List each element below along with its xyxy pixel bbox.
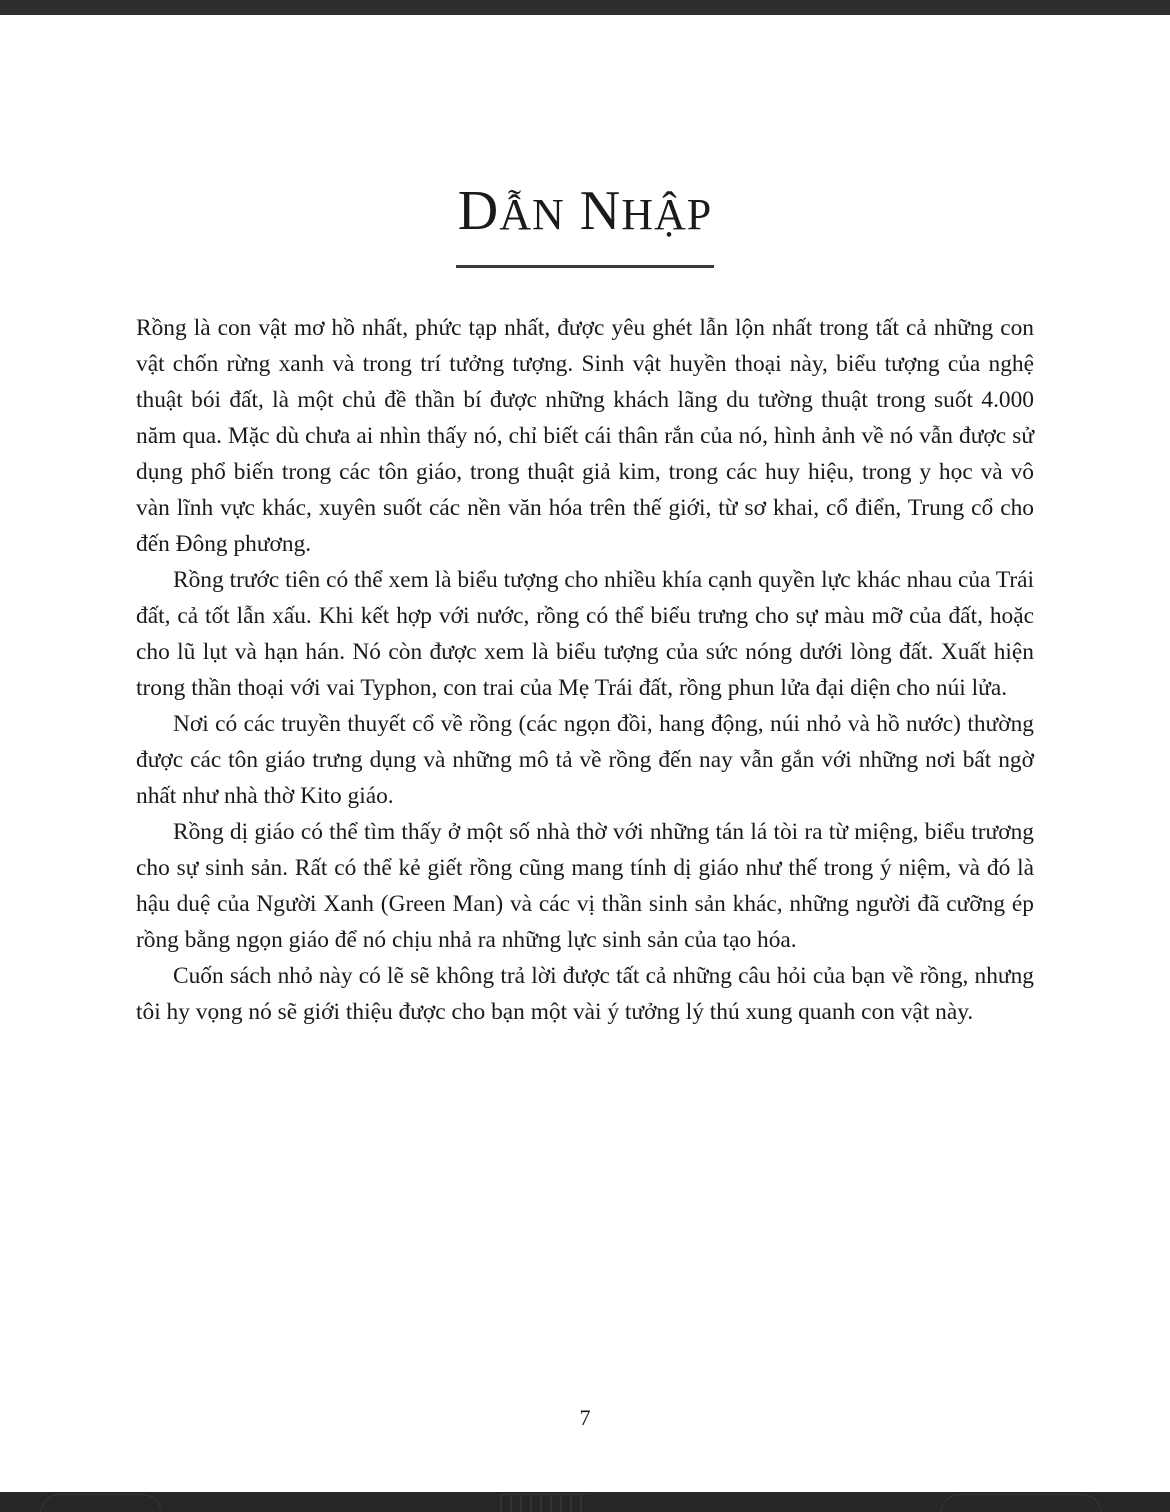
title-rest-1: ẪN (499, 190, 565, 239)
title-initial-1: D (457, 180, 500, 242)
bottom-ornament (500, 1494, 590, 1512)
paragraph: Rồng dị giáo có thể tìm thấy ở một số nhà thờ với những tán lá tòi ra từ miệng, biểu trương cho sự sinh sản. Rất có thể kẻ giết rồng cũng mang tính dị giáo như thế trong ý niệm, và đó là hậu duệ của Người Xanh (Green Man) và các vị thần sinh sản khác, những người đã cưỡng ép rồng bằng ngọn giáo để nó chịu nhả ra những lực sinh sản của tạo hóa. (136, 819, 1034, 953)
page-title (0, 176, 1170, 250)
bottom-ornament (40, 1494, 162, 1512)
paragraph: Cuốn sách nhỏ này có lẽ sẽ không trả lời được tất cả những câu hỏi của bạn về rồng, nhưng tôi hy vọng nó sẽ giới thiệu được cho bạn một vài ý tưởng lý thú xung quanh con vật này. (136, 963, 1034, 1025)
page-number: 7 (579, 1405, 591, 1430)
paragraph: Rồng trước tiên có thể xem là biểu tượng cho nhiều khía cạnh quyền lực khác nhau của Trái đất, cả tốt lẫn xấu. Khi kết hợp với nước, rồng có thể biểu trưng cho sự màu mỡ của đất, hoặc cho lũ lụt và hạn hán. Nó còn được xem là biểu tượng của sức nóng dưới lòng đất. Xuất hiện trong thần thoại với vai Typhon, con trai của Mẹ Trái đất, rồng phun lửa đại diện cho núi lửa. (136, 567, 1034, 701)
title-rest-2: HẬP (621, 190, 713, 239)
bottom-bar (0, 1492, 1170, 1512)
paragraph: Nơi có các truyền thuyết cổ về rồng (các ngọn đồi, hang động, núi nhỏ và hồ nước) thường được các tôn giáo trưng dụng và những mô tả về rồng đến nay vẫn gắn với những nơi bất ngờ nhất như nhà thờ Kito giáo. (136, 711, 1034, 809)
top-bar (0, 0, 1170, 15)
body-text (136, 310, 1034, 1030)
title-initial-2: N (579, 180, 622, 242)
paragraph: Rồng là con vật mơ hồ nhất, phức tạp nhất, được yêu ghét lẫn lộn nhất trong tất cả những con vật chốn rừng xanh và trong trí tưởng tượng. Sinh vật huyền thoại này, biểu tượng của nghệ thuật bói đất, là một chủ đề thần bí được những khách lãng du tường thuật trong suốt 4.000 năm qua. Mặc dù chưa ai nhìn thấy nó, chỉ biết cái thân rắn của nó, hình ảnh về nó vẫn được sử dụng phổ biến trong các tôn giáo, trong thuật giả kim, trong các huy hiệu, trong y học và vô vàn lĩnh vực khác, xuyên suốt các nền văn hóa trên thế giới, từ sơ khai, cổ điển, Trung cổ cho đến Đông phương. (136, 315, 1034, 557)
title-underline (456, 265, 714, 268)
bottom-ornament (940, 1494, 1102, 1512)
